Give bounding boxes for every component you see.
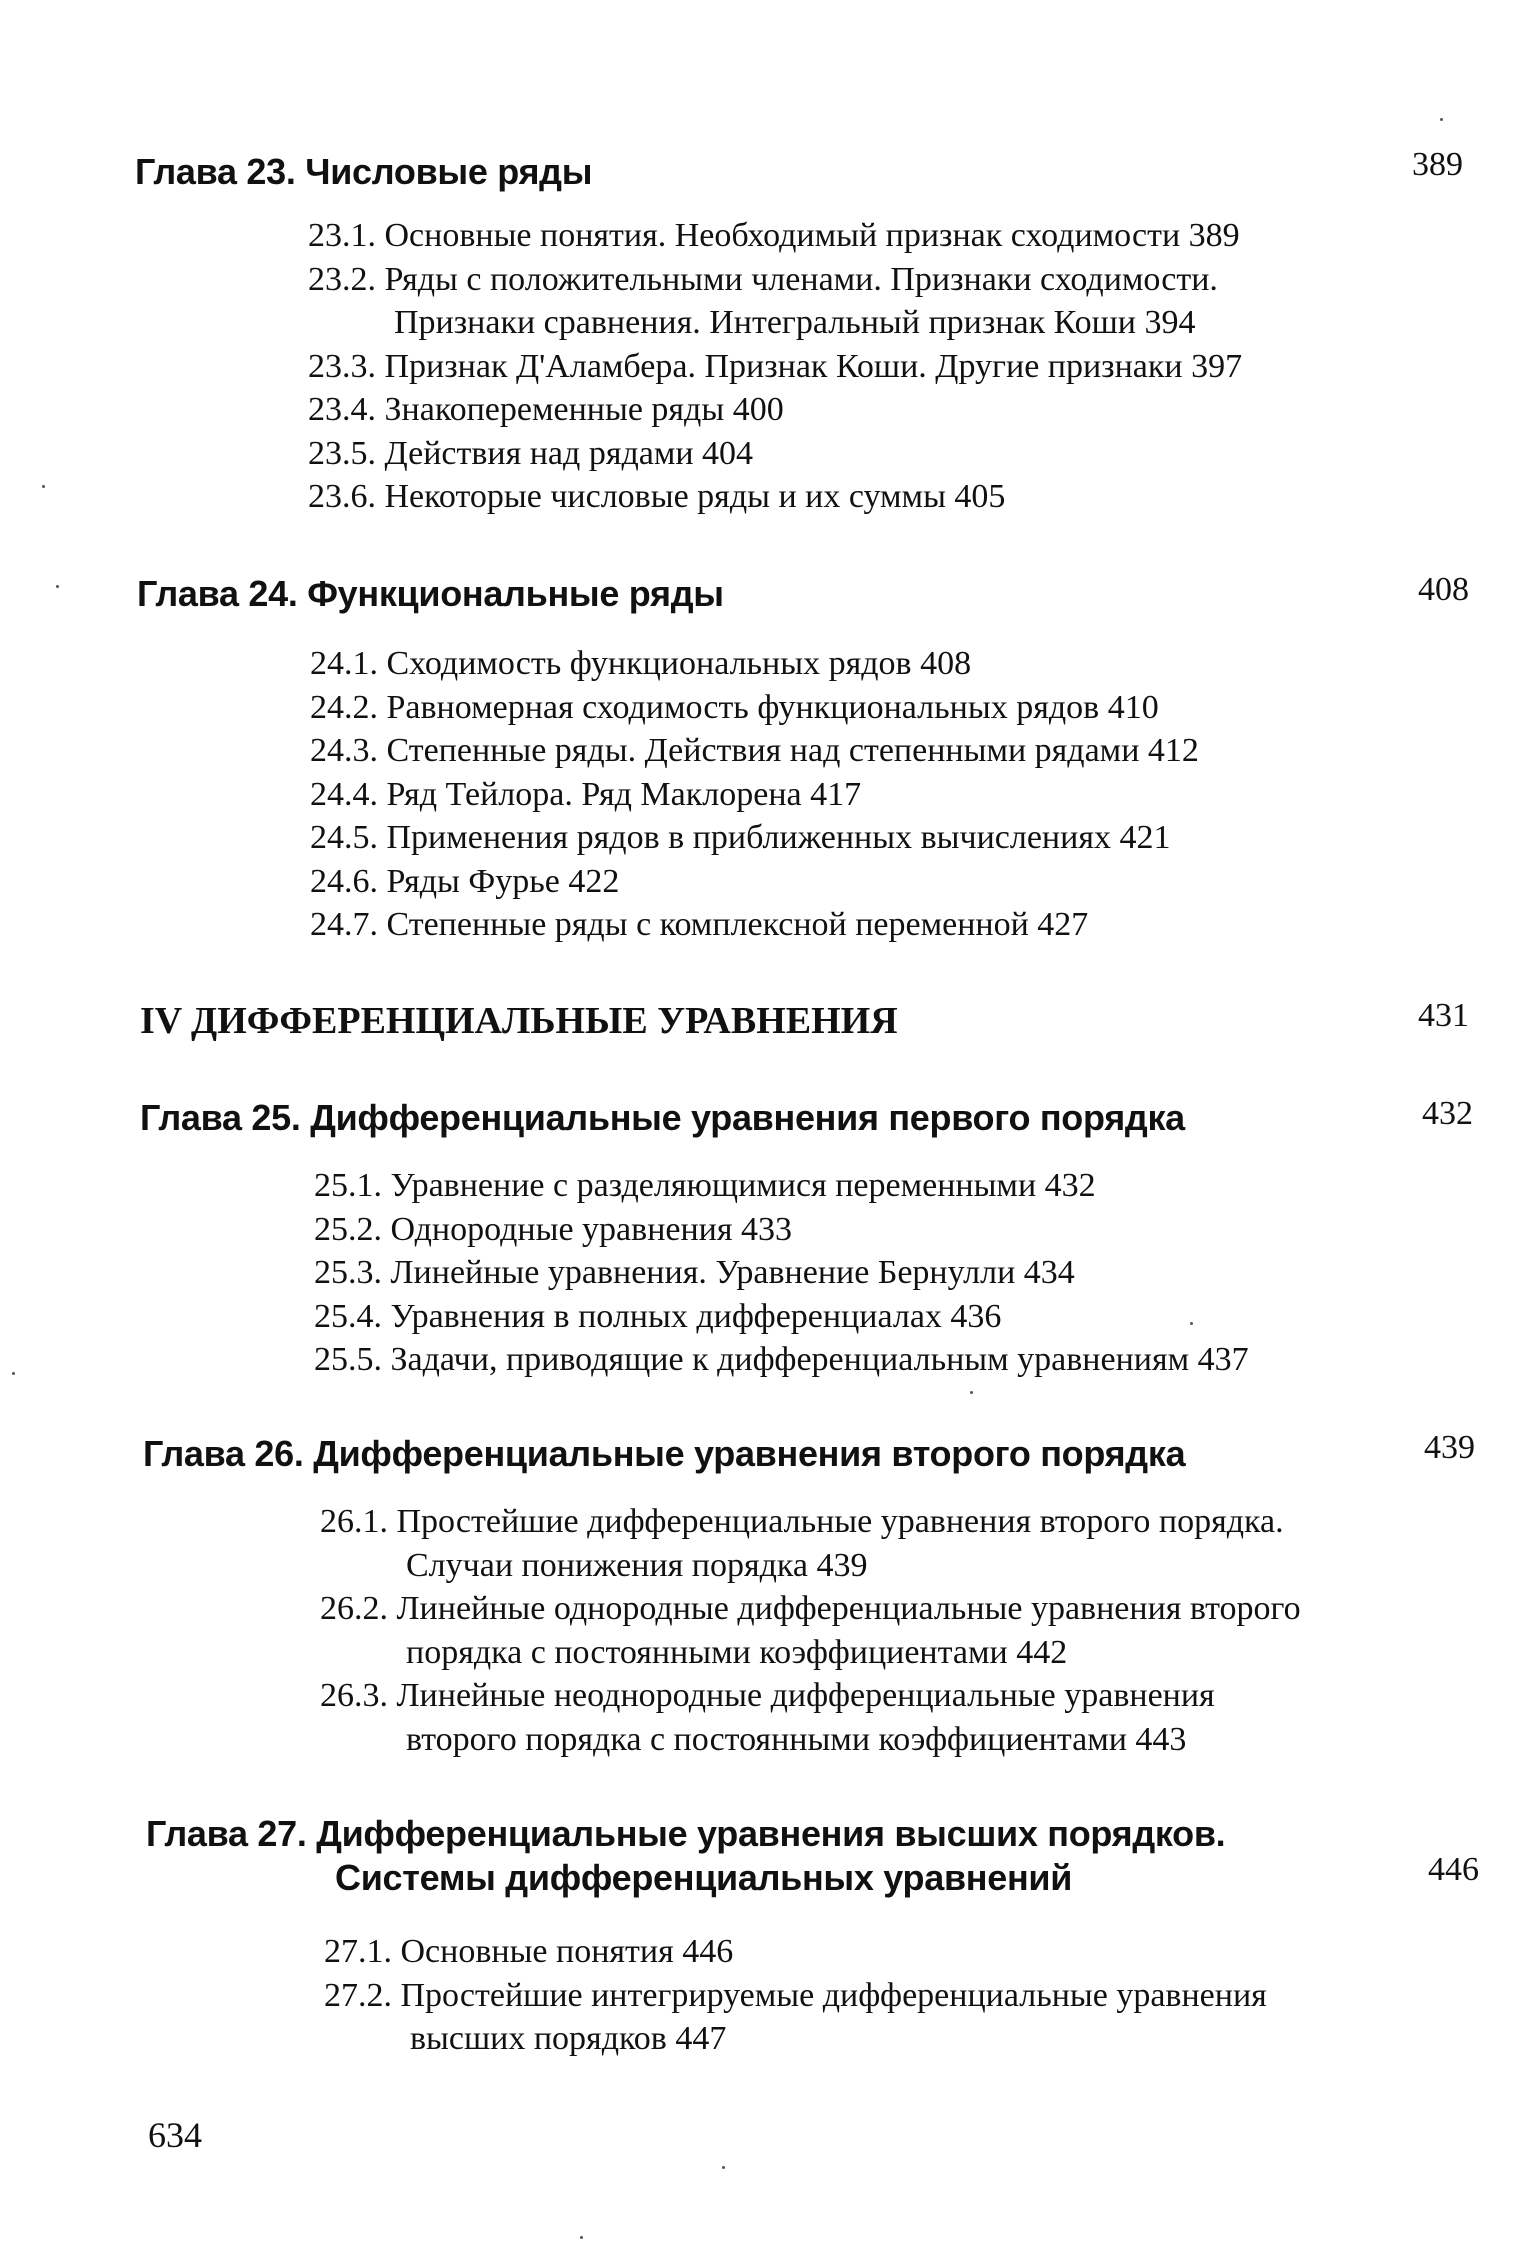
section-26-1-cont: Случаи понижения порядка 439 <box>406 1546 868 1584</box>
page-number: 634 <box>148 2115 202 2155</box>
section-23-5: 23.5. Действия над рядами 404 <box>308 434 754 472</box>
chapter-23-sections <box>308 214 1242 519</box>
section-24-4: 24.4. Ряд Тейлора. Ряд Маклорена 417 <box>310 775 862 813</box>
chapter-26-sections <box>320 1500 1301 1761</box>
section-24-2: 24.2. Равномерная сходимость функциональных рядов 410 <box>310 688 1159 726</box>
section-27-2: 27.2. Простейшие интегрируемые дифференциальные уравнения <box>324 1976 1267 2014</box>
scan-speck <box>56 585 59 588</box>
chapter-24-sections <box>310 642 1199 947</box>
part-4-page: 431 <box>1418 997 1469 1034</box>
chapter-26-title <box>143 1432 1185 1476</box>
part-4-title: IV ДИФФЕРЕНЦИАЛЬНЫЕ УРАВНЕНИЯ <box>140 1000 898 1042</box>
section-24-6: 24.6. Ряды Фурье 422 <box>310 862 620 900</box>
section-24-7: 24.7. Степенные ряды с комплексной переменной 427 <box>310 906 1089 943</box>
section-23-4: 23.4. Знакопеременные ряды 400 <box>308 391 784 428</box>
section-23-2-cont: Признаки сравнения. Интегральный признак Коши 394 <box>394 304 1196 341</box>
section-25-5: 25.5. Задачи, приводящие к дифференциальным уравнениям 437 <box>314 1341 1249 1378</box>
section-25-4: 25.4. Уравнения в полных дифференциалах 436 <box>314 1297 1002 1335</box>
scan-speck <box>12 1372 15 1375</box>
chapter-23-title-text: Глава 23. Числовые ряды <box>135 151 593 192</box>
chapter-27-title-line-2: Системы дифференциальных уравнений <box>335 1857 1073 1898</box>
chapter-23-title <box>135 150 592 194</box>
section-24-3: 24.3. Степенные ряды. Действия над степенными рядами 412 <box>310 732 1199 769</box>
section-26-2: 26.2. Линейные однородные дифференциальные уравнения второго <box>320 1590 1301 1627</box>
section-26-1: 26.1. Простейшие дифференциальные уравнения второго порядка. <box>320 1503 1284 1540</box>
chapter-25-title-text: Глава 25. Дифференциальные уравнения первого порядка <box>140 1097 1185 1138</box>
chapter-25-title <box>140 1096 1185 1140</box>
chapter-23-page: 389 <box>1412 146 1463 183</box>
section-23-3: 23.3. Признак Д'Аламбера. Признак Коши. Другие признаки 397 <box>308 347 1243 385</box>
section-24-5: 24.5. Применения рядов в приближенных вычислениях 421 <box>310 819 1171 856</box>
section-23-6: 23.6. Некоторые числовые ряды и их суммы 405 <box>308 478 1006 515</box>
chapter-26-page: 439 <box>1424 1429 1475 1466</box>
scan-speck <box>722 2166 725 2169</box>
section-26-2-cont: порядка с постоянными коэффициентами 442 <box>406 1633 1068 1671</box>
chapter-26-title-text: Глава 26. Дифференциальные уравнения второго порядка <box>143 1433 1186 1474</box>
section-27-1: 27.1. Основные понятия 446 <box>324 1933 734 1970</box>
chapter-27-sections <box>324 1930 1267 2061</box>
chapter-25-page: 432 <box>1422 1095 1473 1132</box>
section-24-1: 24.1. Сходимость функциональных рядов 408 <box>310 645 972 682</box>
scan-speck <box>580 2236 583 2239</box>
chapter-27-title <box>146 1812 1225 1900</box>
chapter-27-title-line-1: Глава 27. Дифференциальные уравнения высших порядков. <box>146 1813 1226 1854</box>
scan-speck <box>1190 1322 1193 1325</box>
section-25-1: 25.1. Уравнение с разделяющимися переменными 432 <box>314 1167 1096 1204</box>
section-25-3: 25.3. Линейные уравнения. Уравнение Бернулли 434 <box>314 1254 1075 1291</box>
chapter-25-sections <box>314 1164 1249 1382</box>
scan-speck <box>970 1391 973 1394</box>
chapter-24-title-text: Глава 24. Функциональные ряды <box>137 573 724 614</box>
scan-speck <box>1440 118 1443 121</box>
section-27-2-cont: высших порядков 447 <box>410 2020 727 2057</box>
chapter-27-page: 446 <box>1428 1851 1479 1888</box>
section-23-2: 23.2. Ряды с положительными членами. Признаки сходимости. <box>308 260 1218 298</box>
section-26-3: 26.3. Линейные неоднородные дифференциальные уравнения <box>320 1677 1215 1714</box>
chapter-24-page: 408 <box>1418 571 1469 608</box>
section-25-2: 25.2. Однородные уравнения 433 <box>314 1210 793 1248</box>
section-26-3-cont: второго порядка с постоянными коэффициентами 443 <box>406 1720 1187 1758</box>
section-23-1: 23.1. Основные понятия. Необходимый признак сходимости 389 <box>308 217 1240 254</box>
chapter-24-title <box>137 572 724 616</box>
scan-speck <box>42 485 45 488</box>
